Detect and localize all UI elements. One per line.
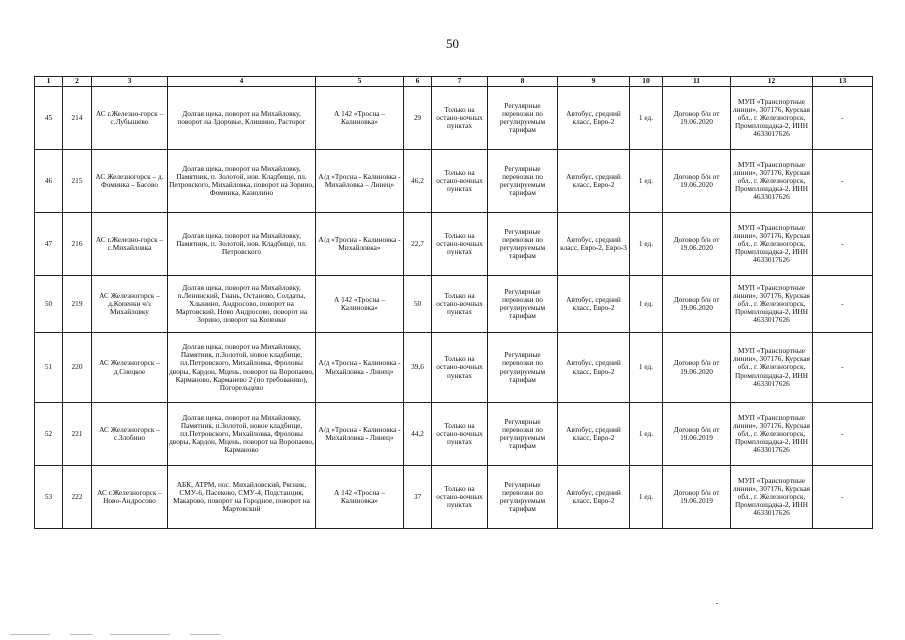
transport-type: Регулярные перевозки по регулируемым тарифам bbox=[488, 333, 558, 403]
carrier: МУП «Транспортные линии», 307176, Курская обл., г. Железногорск, Промплощадка-2, ИНН 4633017626 bbox=[731, 150, 813, 213]
route-number: 214 bbox=[63, 87, 92, 150]
column-header: 3 bbox=[92, 77, 168, 87]
column-header: 5 bbox=[316, 77, 404, 87]
row-number: 46 bbox=[35, 150, 63, 213]
vehicle-count: 1 ед. bbox=[630, 213, 663, 276]
road-name: А/д «Тросна - Калиновка - Михайловка» bbox=[316, 213, 404, 276]
route-number: 222 bbox=[63, 466, 92, 529]
page-number: 50 bbox=[446, 36, 459, 51]
road-name: А 142 «Тросна – Калиновка» bbox=[316, 87, 404, 150]
boarding-procedure: Только на остано-вочных пунктах bbox=[432, 403, 488, 466]
road-name: А 142 «Тросна – Калиновка» bbox=[316, 466, 404, 529]
row-number: 45 bbox=[35, 87, 63, 150]
route-number: 216 bbox=[63, 213, 92, 276]
vehicle-count: 1 ед. bbox=[630, 333, 663, 403]
route-length: 39,6 bbox=[404, 333, 432, 403]
carrier: МУП «Транспортные линии», 307176, Курская обл., г. Железногорск, Промплощадка-2, ИНН 4633017626 bbox=[731, 213, 813, 276]
route-name: АС Железногорск – д.Снецкое bbox=[92, 333, 168, 403]
stops-list: АБК, АТРМ, пос. Михайловский, Рясник, СМУ-6, Пасеково, СМУ-4, Подстанция, Макарово, поворот на Городное, поворот на Мартовский bbox=[168, 466, 316, 529]
stops-list: Долгая щека, поворот на Михайловку, Памятник, п.Золотой, новое кладбище, пл.Петровского, Михайловка, Фроловы дворы, Кардон, Мцень, поворот на Воропаево, Карманово bbox=[168, 403, 316, 466]
scan-speck bbox=[716, 603, 718, 604]
table-row bbox=[35, 150, 873, 213]
stops-list: Долгая щека, поворот на Михайловку, Памятник, п. Золотой, нов. Кладбище, пл. Петровского, Михайловка, поворот на Зорино, Фоминка, Казюлино bbox=[168, 150, 316, 213]
contract: Договор б/н от 19.06.2019 bbox=[663, 403, 731, 466]
route-length: 50 bbox=[404, 276, 432, 333]
column-header: 4 bbox=[168, 77, 316, 87]
road-name: А/д «Тросна - Калиновка - Михайловка - Линец» bbox=[316, 333, 404, 403]
notes: - bbox=[813, 87, 873, 150]
boarding-procedure: Только на остано-вочных пунктах bbox=[432, 466, 488, 529]
stops-list: Долгая щека, поворот на Михайловку, поворот на Здоровье, Клишино, Расторог bbox=[168, 87, 316, 150]
boarding-procedure: Только на остано-вочных пунктах bbox=[432, 87, 488, 150]
transport-type: Регулярные перевозки по регулируемым тарифам bbox=[488, 87, 558, 150]
table-row bbox=[35, 87, 873, 150]
contract: Договор б/н от 19.06.2020 bbox=[663, 150, 731, 213]
vehicle-class: Автобус, средний класс, Евро-2 bbox=[558, 403, 630, 466]
column-header: 13 bbox=[813, 77, 873, 87]
scan-edge-noise bbox=[0, 634, 905, 638]
column-header: 6 bbox=[404, 77, 432, 87]
transport-type: Регулярные перевозки по регулируемым тарифам bbox=[488, 466, 558, 529]
vehicle-class: Автобус, средний класс, Евро-2 bbox=[558, 150, 630, 213]
contract: Договор б/н от 19.06.2019 bbox=[663, 466, 731, 529]
stops-list: Долгая щека, поворот на Михайловку, Памятник, п. Золотой, нов. Кладбище, пл. Петровского bbox=[168, 213, 316, 276]
notes: - bbox=[813, 276, 873, 333]
route-name: АС Железногорск – д. Фоминка – Басово bbox=[92, 150, 168, 213]
route-number: 219 bbox=[63, 276, 92, 333]
header-row bbox=[35, 77, 873, 87]
vehicle-count: 1 ед. bbox=[630, 276, 663, 333]
carrier: МУП «Транспортные линии», 307176, Курская обл., г. Железногорск, Промплощадка-2, ИНН 4633017626 bbox=[731, 87, 813, 150]
route-name: АС г.Железногорск – Ново-Андросово bbox=[92, 466, 168, 529]
row-number: 47 bbox=[35, 213, 63, 276]
road-name: А/д «Тросна - Калиновка - Михайловка – Линец» bbox=[316, 150, 404, 213]
row-number: 51 bbox=[35, 333, 63, 403]
vehicle-count: 1 ед. bbox=[630, 403, 663, 466]
row-number: 50 bbox=[35, 276, 63, 333]
transport-type: Регулярные перевозки по регулируемым тарифам bbox=[488, 403, 558, 466]
transport-type: Регулярные перевозки по регулируемым тарифам bbox=[488, 150, 558, 213]
column-header: 2 bbox=[63, 77, 92, 87]
route-name: АС г.Железно-горск – с.Лубышево bbox=[92, 87, 168, 150]
boarding-procedure: Только на остано-вочных пунктах bbox=[432, 276, 488, 333]
vehicle-class: Автобус, средний класс, Евро-2 bbox=[558, 466, 630, 529]
route-name: АС г.Железно-горск – с.Михайловка bbox=[92, 213, 168, 276]
carrier: МУП «Транспортные линии», 307176, Курская обл., г. Железногорск, Промплощадка-2, ИНН 4633017626 bbox=[731, 333, 813, 403]
transport-type: Регулярные перевозки по регулируемым тарифам bbox=[488, 213, 558, 276]
notes: - bbox=[813, 403, 873, 466]
carrier: МУП «Транспортные линии», 307176, Курская обл., г. Железногорск, Промплощадка-2, ИНН 4633017626 bbox=[731, 403, 813, 466]
stops-list: Долгая щека, поворот на Михайловку, п.Ленинский, Гнань, Останово, Солдаты, Хлынино, Андросово, поворот на Мартовский, Ново Андросово, поворот на Зорино, поворот на Копенки bbox=[168, 276, 316, 333]
contract: Договор б/н от 19.06.2020 bbox=[663, 87, 731, 150]
table-row bbox=[35, 276, 873, 333]
contract: Договор б/н от 19.06.2020 bbox=[663, 333, 731, 403]
column-header: 8 bbox=[488, 77, 558, 87]
carrier: МУП «Транспортные линии», 307176, Курская обл., г. Железногорск, Промплощадка-2, ИНН 4633017626 bbox=[731, 466, 813, 529]
boarding-procedure: Только на остано-вочных пунктах bbox=[432, 213, 488, 276]
column-header: 12 bbox=[731, 77, 813, 87]
stops-list: Долгая щека, поворот на Михайловку, Памятник, п.Золотой, новое кладбище, пл.Петровского, Михайловка, Фроловы дворы, Кардон, Мцень, поворот на Воропаево, Карманово, Карманево 2 (по требованию), Погорельцево bbox=[168, 333, 316, 403]
row-number: 53 bbox=[35, 466, 63, 529]
route-number: 221 bbox=[63, 403, 92, 466]
table-row bbox=[35, 403, 873, 466]
table-row bbox=[35, 333, 873, 403]
route-name: АС Железногорск – д.Копенки ч/з Михайловку bbox=[92, 276, 168, 333]
vehicle-class: Автобус, средний класс, Евро-2 bbox=[558, 333, 630, 403]
vehicle-class: Автобус, средний класс, Евро-2 bbox=[558, 87, 630, 150]
vehicle-class: Автобус, средний класс, Евро-2, Евро-3 bbox=[558, 213, 630, 276]
boarding-procedure: Только на остано-вочных пунктах bbox=[432, 150, 488, 213]
vehicle-count: 1 ед. bbox=[630, 150, 663, 213]
route-length: 22,7 bbox=[404, 213, 432, 276]
notes: - bbox=[813, 333, 873, 403]
vehicle-count: 1 ед. bbox=[630, 466, 663, 529]
route-length: 46,2 bbox=[404, 150, 432, 213]
table-row bbox=[35, 213, 873, 276]
road-name: А 142 «Тросна – Калиновка» bbox=[316, 276, 404, 333]
road-name: А/д «Тросна - Калиновка - Михайловка - Линец» bbox=[316, 403, 404, 466]
route-name: АС Железногорск – с.Злобино bbox=[92, 403, 168, 466]
column-header: 1 bbox=[35, 77, 63, 87]
notes: - bbox=[813, 150, 873, 213]
boarding-procedure: Только на остано-вочных пунктах bbox=[432, 333, 488, 403]
vehicle-count: 1 ед. bbox=[630, 87, 663, 150]
routes-table bbox=[34, 76, 873, 529]
route-number: 220 bbox=[63, 333, 92, 403]
transport-type: Регулярные перевозки по регулируемым тарифам bbox=[488, 276, 558, 333]
contract: Договор б/н от 19.06.2020 bbox=[663, 213, 731, 276]
route-length: 44,2 bbox=[404, 403, 432, 466]
notes: - bbox=[813, 213, 873, 276]
column-header: 9 bbox=[558, 77, 630, 87]
route-length: 29 bbox=[404, 87, 432, 150]
column-header: 11 bbox=[663, 77, 731, 87]
vehicle-class: Автобус, средний класс, Евро-2 bbox=[558, 276, 630, 333]
table-row bbox=[35, 466, 873, 529]
column-header: 7 bbox=[432, 77, 488, 87]
route-length: 37 bbox=[404, 466, 432, 529]
column-header: 10 bbox=[630, 77, 663, 87]
notes: - bbox=[813, 466, 873, 529]
carrier: МУП «Транспортные линии», 307176, Курская обл., г. Железногорск, Промплощадка-2, ИНН 4633017626 bbox=[731, 276, 813, 333]
contract: Договор б/н от 19.06.2020 bbox=[663, 276, 731, 333]
route-number: 215 bbox=[63, 150, 92, 213]
row-number: 52 bbox=[35, 403, 63, 466]
